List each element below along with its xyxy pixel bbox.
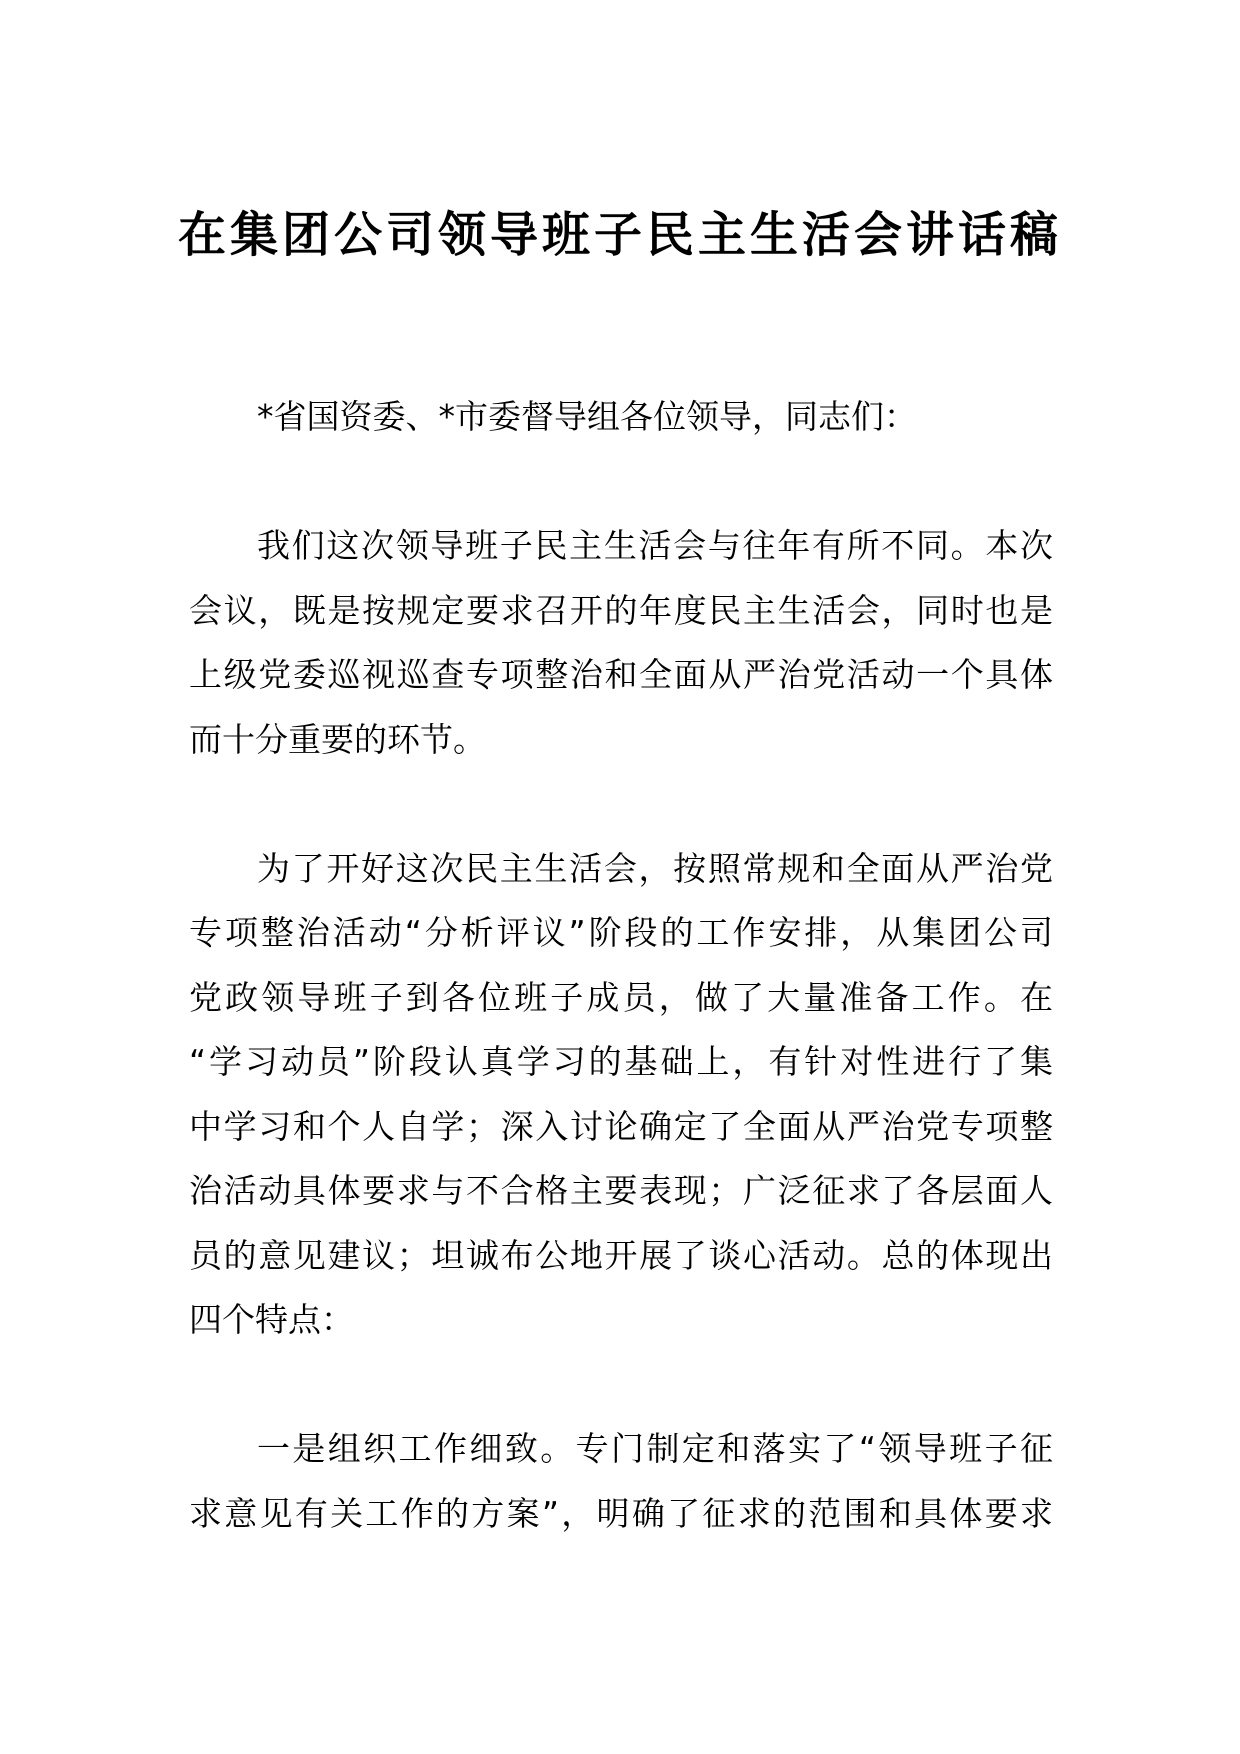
text-line: 求意见有关工作的方案”，明确了征求的范围和具体要求 <box>189 1493 1053 1533</box>
text-line: 员的意见建议；坦诚布公地开展了谈心活动。总的体现出 <box>189 1235 1053 1275</box>
text-line: 会议，既是按规定要求召开的年度民主生活会，同时也是 <box>189 590 1053 630</box>
document-body <box>189 385 1053 1546</box>
paragraph-gap <box>189 450 1053 515</box>
text-line: 为了开好这次民主生活会，按照常规和全面从严治党 <box>257 848 1053 888</box>
salutation: *省国资委、*市委督导组各位领导，同志们： <box>257 397 917 436</box>
text-line: 而十分重要的环节。 <box>189 719 486 759</box>
paragraph-3 <box>189 1417 1053 1546</box>
paragraph-gap <box>189 772 1053 837</box>
text-line: 上级党委巡视巡查专项整治和全面从严治党活动一个具体 <box>189 655 1053 694</box>
paragraph-gap <box>189 1353 1053 1418</box>
text-line: 我们这次领导班子民主生活会与往年有所不同。本次 <box>257 526 1053 565</box>
paragraph-1 <box>189 514 1053 772</box>
paragraph-2 <box>189 837 1053 1353</box>
text-line: 中学习和个人自学；深入讨论确定了全面从严治党专项整 <box>189 1106 1053 1146</box>
text-line: 一是组织工作细致。专门制定和落实了“领导班子征 <box>257 1429 1053 1468</box>
text-line: “学习动员”阶段认真学习的基础上，有针对性进行了集 <box>189 1042 1053 1081</box>
text-line: 党政领导班子到各位班子成员，做了大量准备工作。在 <box>189 977 1053 1017</box>
document-title: 在集团公司领导班子民主生活会讲话稿 <box>177 207 1062 263</box>
text-line: 四个特点： <box>189 1300 354 1339</box>
text-line: 治活动具体要求与不合格主要表现；广泛征求了各层面人 <box>189 1171 1053 1210</box>
text-line: 专项整治活动“分析评议”阶段的工作安排，从集团公司 <box>189 913 1053 952</box>
